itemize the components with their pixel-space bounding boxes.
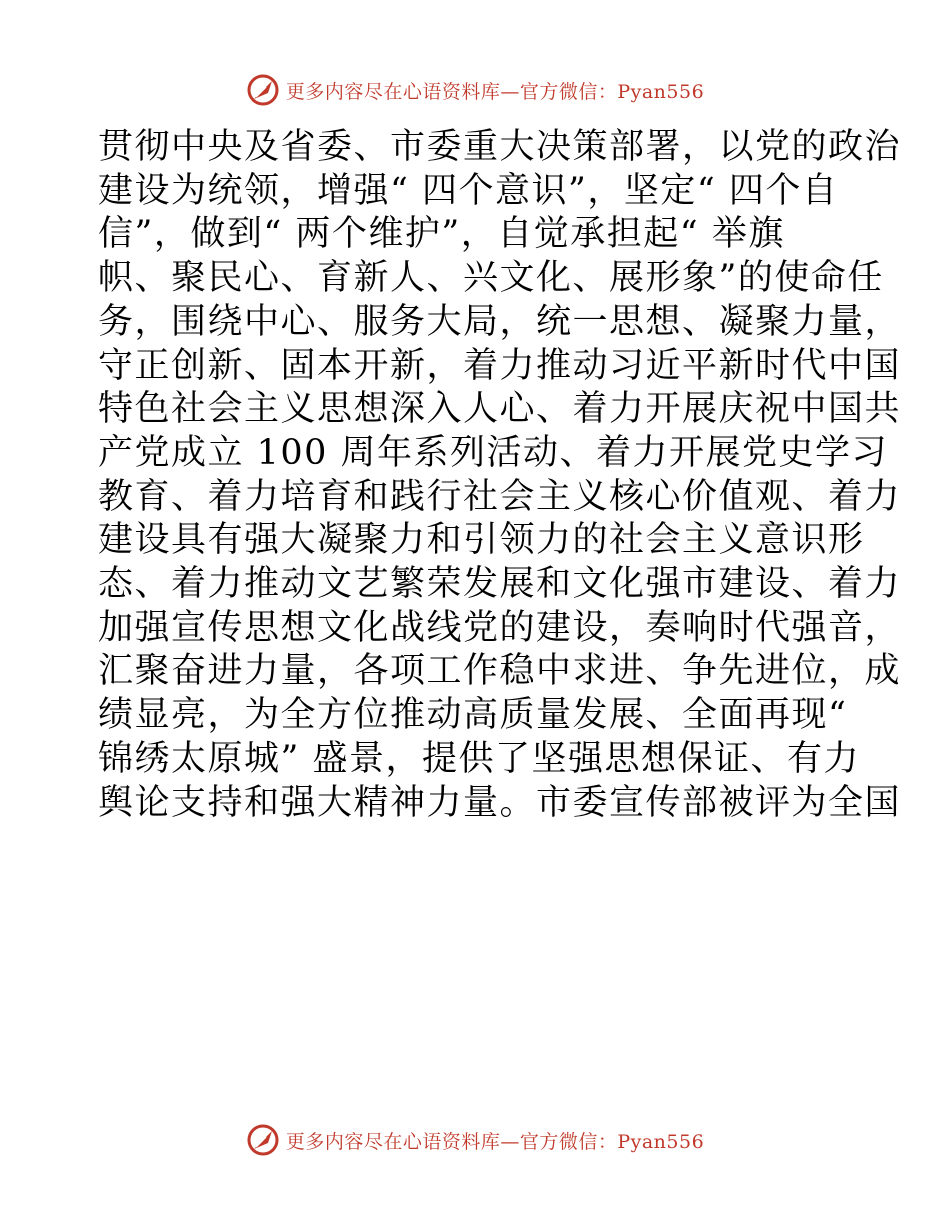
watermark-text: 更多内容尽在心语资料库—官方微信：Pyan556 <box>285 1130 705 1153</box>
text-line: 绩显亮，为全方位推动高质量发展、全面再现“ <box>98 695 848 736</box>
text-line: 信”，做到“ 两个维护”，自觉承担起“ 举旗 <box>98 214 785 255</box>
text-line: 汇聚奋进力量，各项工作稳中求进、争先进位，成 <box>98 651 902 692</box>
text-line: 产党成立 100 周年系列活动、着力开展党史学习 <box>98 432 889 473</box>
footer-watermark <box>0 1120 950 1160</box>
text-line: 锦绣太原城” 盛景，提供了坚强思想保证、有力 <box>98 738 861 779</box>
text-line: 加强宣传思想文化战线党的建设，奏响时代强音， <box>98 607 902 648</box>
feather-logo-icon <box>246 73 280 107</box>
document-body <box>98 126 902 825</box>
text-line: 舆论支持和强大精神力量。市委宣传部被评为全国 <box>98 782 902 823</box>
text-line: 建设为统领，增强“ 四个意识”，坚定“ 四个自 <box>98 170 839 211</box>
text-line: 务，围绕中心、服务大局，统一思想、凝聚力量， <box>98 301 902 342</box>
header-watermark <box>0 70 950 110</box>
text-line: 贯彻中央及省委、市委重大决策部署，以党的政治 <box>98 127 902 167</box>
text-line: 建设具有强大凝聚力和引领力的社会主义意识形 <box>98 520 865 561</box>
text-line: 特色社会主义思想深入人心、着力开展庆祝中国共 <box>98 389 902 430</box>
watermark-text: 更多内容尽在心语资料库—官方微信：Pyan556 <box>285 80 705 103</box>
text-line: 态、着力推动文艺繁荣发展和文化强市建设、着力 <box>98 564 902 605</box>
text-line: 守正创新、固本开新，着力推动习近平新时代中国 <box>98 345 902 386</box>
text-line: 帜、聚民心、育新人、兴文化、展形象”的使命任 <box>98 258 884 299</box>
text-line: 教育、着力培育和践行社会主义核心价值观、着力 <box>98 476 902 517</box>
feather-logo-icon <box>246 1123 280 1157</box>
